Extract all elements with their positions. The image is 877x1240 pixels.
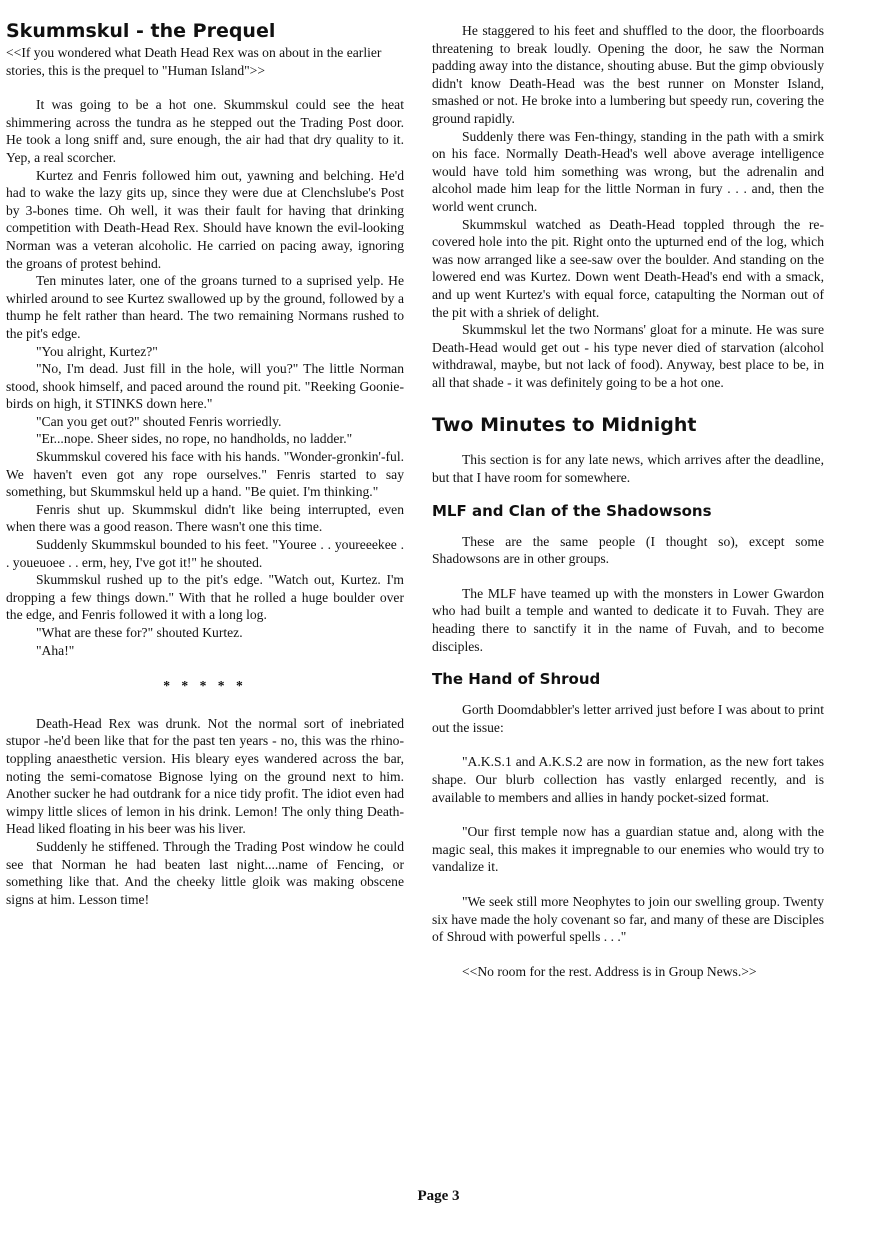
article-title: Skummskul - the Prequel [6, 20, 276, 42]
quote-paragraph: "We seek still more Neophytes to join our swelling group. Twenty six have made the holy covenant so far, and many of these are Disciples of Shroud with powerful spells . . ." [432, 893, 824, 945]
paragraph: Skummskul let the two Normans' gloat for a minute. He was sure Death-Head would get out - his type never died of starvation (alcohol withdrawal, maybe, but not lack of food). Anyway, best place to be, in all that shade - it was definitely going to be a hot one. [432, 322, 824, 390]
paragraph: These are the same people (I thought so), except some Shadowsons are in other groups. [432, 533, 824, 567]
section-intro: This section is for any late news, which arrives after the deadline, but that I have room for somewhere. [432, 452, 824, 486]
paragraph: Kurtez and Fenris followed him out, yawning and belching. He'd had to wake the lazy gits up, since they were due at Clenchslube's Post by 3-bones time. Oh well, it was their fault for having that drinking competition with Death-Head Rex. Should have known the evil-looking Norman was a veteran alcoholic. He carried on pacing away, ignoring the groans of protest behind. [6, 167, 404, 271]
section-title: Two Minutes to Midnight [432, 414, 697, 437]
subsection-title-shroud: The Hand of Shroud [432, 670, 601, 689]
paragraph: He staggered to his feet and shuffled to the door, the floorboards threatening to break loudly. Opening the door, he saw the Norman padding away into the distance, shouting abuse. But the gimp obviously didn't know Death-Head was the best runner on Monster Island, smashed or not. He broke into a lumbering but speedy run, covering the ground rapidly. [432, 23, 824, 126]
quote-paragraph: "A.K.S.1 and A.K.S.2 are now in formation, as the new fort takes shape. Our blurb collection has vastly enlarged recently, and is available to members and allies in handy pocket-sized format. [432, 754, 824, 805]
paragraph: Skummskul watched as Death-Head toppled through the re-covered hole into the pit. Right onto the upturned end of the log, which was now arranged like a see-saw over the boulder. And standing on the lowered end was Kurtez. Down went Death-Head's end with a smack, and up went Kurtez's with equal force, catapulting the Norman out of the pit with a shriek of delight. [432, 216, 824, 320]
paragraph: "No, I'm dead. Just fill in the hole, will you?" The little Norman stood, shook himself, and paced around the round pit. "Reeking Goonie-birds on high, it STINKS down here." [6, 361, 404, 412]
left-column [6, 20, 404, 908]
paragraph: Skummskul covered his face with his hands. "Wonder-gronkin'-ful. We haven't even got any rope ourselves." Fenris started to say something, but Skummskul held up a hand. "Be quiet. I'm thinking." [6, 449, 404, 500]
right-column [432, 22, 824, 980]
page-number: Page 3 [417, 1188, 460, 1204]
paragraph: "Aha!" [36, 642, 75, 658]
paragraph: Fenris shut up. Skummskul didn't like being interrupted, even when there was a good reason. There wasn't one this time. [6, 501, 404, 535]
closing-note: <<No room for the rest. Address is in Group News.>> [462, 963, 757, 979]
paragraph: It was going to be a hot one. Skummskul could see the heat shimmering across the tundra as he stepped out the Trading Post door. He took a long sniff and, sure enough, the air had that dry quality to it. Yep, a real scorcher. [6, 97, 404, 165]
paragraph: Death-Head Rex was drunk. Not the normal sort of inebriated stupor -he'd been like that for the past ten years - no, this was the rhino-toppling anaesthetic version. His bleary eyes wandered across the bar, noting the semi-comatose Bignose lying on the ground next to him. Another sucker he had outdrank for a nice tidy profit. The idiot even had wimpy little slices of lemon in his drink. Lemon! The only thing Death-Head liked floating in his beer was his liver. [6, 715, 404, 837]
paragraph: "Er...nope. Sheer sides, no rope, no handholds, no ladder." [36, 431, 353, 447]
paragraph: Gorth Doomdabbler's letter arrived just before I was about to print out the issue: [432, 702, 824, 735]
paragraph: "You alright, Kurtez?" [36, 343, 158, 359]
article-intro: <<If you wondered what Death Head Rex was on about in the earlier stories, this is the prequel to "Human Island">> [6, 45, 382, 78]
paragraph: Suddenly Skummskul bounded to his feet. "Youree . . youreeekee . . youeuoee . . erm, hey, I've got it!" he shouted. [6, 537, 404, 570]
paragraph: Suddenly there was Fen-thingy, standing in the path with a smirk on his face. Normally Death-Head's well above average intelligence would have told him something was wrong, but the adrenalin and alcohol made him leap for the little Norman in fury . . . and, then the world went crunch. [432, 128, 824, 214]
quote-paragraph: "Our first temple now has a guardian statue and, along with the magic seal, this makes it impregnable to our enemies who would try to vandalize it. [432, 824, 824, 875]
paragraph: Ten minutes later, one of the groans turned to a suprised yelp. He whirled around to see Kurtez swallowed up by the ground, followed by a thump he felt rather than heard. The two remaining Normans rushed to the pit's edge. [6, 273, 404, 341]
subsection-title-mlf: MLF and Clan of the Shadowsons [432, 501, 712, 520]
paragraph: Suddenly he stiffened. Through the Trading Post window he could see that Norman he had beaten last night....name of Fencing, or something like that. And the cheeky little gloik was making obscene signs at him. Lesson time! [6, 838, 404, 907]
paragraph: "What are these for?" shouted Kurtez. [36, 625, 243, 640]
paragraph: "Can you get out?" shouted Fenris worriedly. [36, 413, 282, 429]
paragraph: Skummskul rushed up to the pit's edge. "Watch out, Kurtez. I'm dropping a few things down." With that he rolled a huge boulder over the edge, and Fenris followed it with a long log. [6, 572, 404, 623]
paragraph: The MLF have teamed up with the monsters in Lower Gwardon who had built a temple and wanted to dedicate it to Fuvah. They are heading there to sanctify it in the name of Fuvah, and to become disciples. [432, 585, 824, 654]
section-break: * * * * * [163, 678, 247, 694]
